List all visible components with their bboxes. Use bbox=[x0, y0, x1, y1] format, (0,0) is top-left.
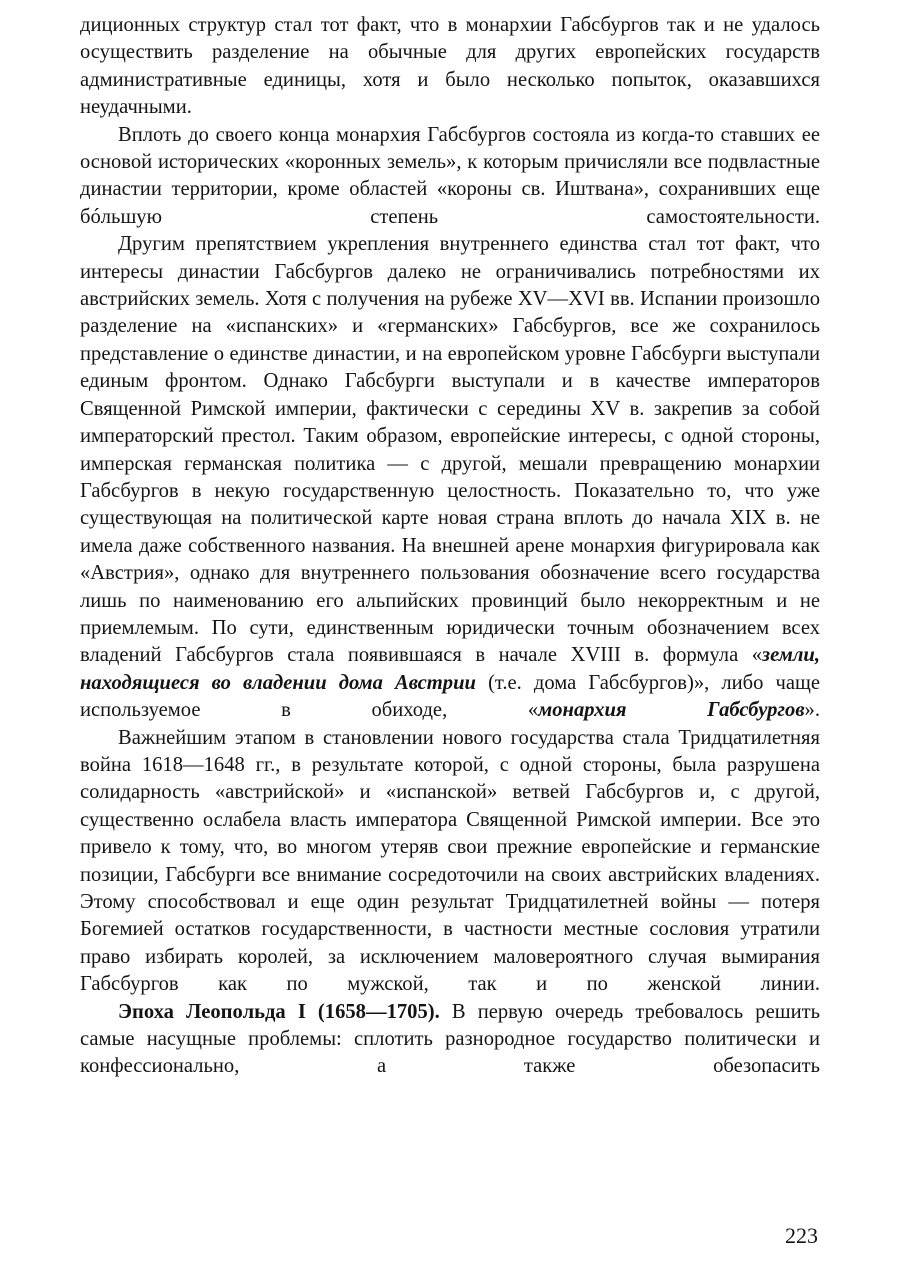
paragraph-text: Другим препятствием укрепления внутреннего единства стал тот факт, что интересы династии Габсбургов далеко не ограничивались потребностями их австрийских земель. Хотя с получения на рубеже XV—XVI вв. Испании произошло разделение на «испанских» и «германских» Габсбургов, все же сохранилось представление о единстве династии, и на европейском уровне Габсбурги выступали единым фронтом. Однако Габсбурги выступали и в качестве императоров Священной Римской империи, фактически с середины XV в. закрепив за собой императорский престол. Таким образом, европейские интересы, с одной стороны, имперская германская политика — с другой, мешали превращению монархии Габсбургов в некую государственную целостность. Показательно то, что уже существующая на политической карте новая страна вплоть до начала XIX в. не имела даже собственного названия. На внешней арене монархия фигурировала как «Австрия», однако для внутреннего пользования обозначение всего государства лишь по наименованию его альпийских провинций было некорректным и не приемлемым. По сути, единственным юридически точным обозначением всех владений Габсбургов стала появившаяся в начале XVIII в. формула « bbox=[80, 233, 820, 667]
paragraph-crown-lands bbox=[80, 122, 820, 232]
paragraph-continued bbox=[80, 12, 820, 122]
section-heading: Эпоха Леопольда I (1658—1705). bbox=[118, 1000, 440, 1023]
paragraph-text: В первую очередь требовалось решить самые насущные проблемы: сплотить разнородное государство политически и конфессионально, а также обезопасить bbox=[80, 1000, 821, 1078]
monarchy-italic: монархия Габсбургов bbox=[538, 699, 805, 722]
paragraph-thirty-years-war bbox=[80, 725, 820, 999]
formula-italic: земли, находящиеся во владении дома Австрии bbox=[80, 644, 820, 694]
paragraph-text: диционных структур стал тот факт, что в монархии Габсбургов так и не удалось осуществить разделение на обычные для других европейских государств административные единицы, хотя и было несколько попыток, оказавшихся неудачными. bbox=[80, 14, 820, 119]
paragraph-text: Вплоть до своего конца монархия Габсбургов состояла из когда-то ставших ее основой исторических «коронных земель», к которым причисляли все подвластные династии территории, кроме областей «короны св. Иштвана», сохранивших еще бóльшую степень самостоятельности. bbox=[80, 123, 820, 228]
page-number: 223 bbox=[785, 1223, 818, 1248]
paragraph-text: ». bbox=[804, 699, 820, 722]
paragraph-text: (т.е. дома Габсбургов)», либо чаще используемое в обиходе, « bbox=[80, 671, 820, 722]
paragraph-dynasty-interests bbox=[80, 231, 820, 724]
paragraph-text: Важнейшим этапом в становлении нового государства стала Тридцатилетняя война 1618—1648 гг., в результате которой, с одной стороны, была разрушена солидарность «австрийской» и «испанской» ветвей Габсбургов и, с другой, существенно ослабела власть императора Священной Римской империи. Все это привело к тому, что, во многом утеряв свои прежние европейские и германские позиции, Габсбурги все внимание сосредоточили на своих австрийских владениях. Этому способствовал и еще один результат Тридцатилетней войны — потеря Богемией остатков государственности, в частности местные сословия утратили право избирать королей, за исключением маловероятного случая вымирания Габсбургов как по мужской, так и по женской линии. bbox=[80, 726, 820, 996]
paragraph-leopold-era bbox=[80, 999, 820, 1081]
